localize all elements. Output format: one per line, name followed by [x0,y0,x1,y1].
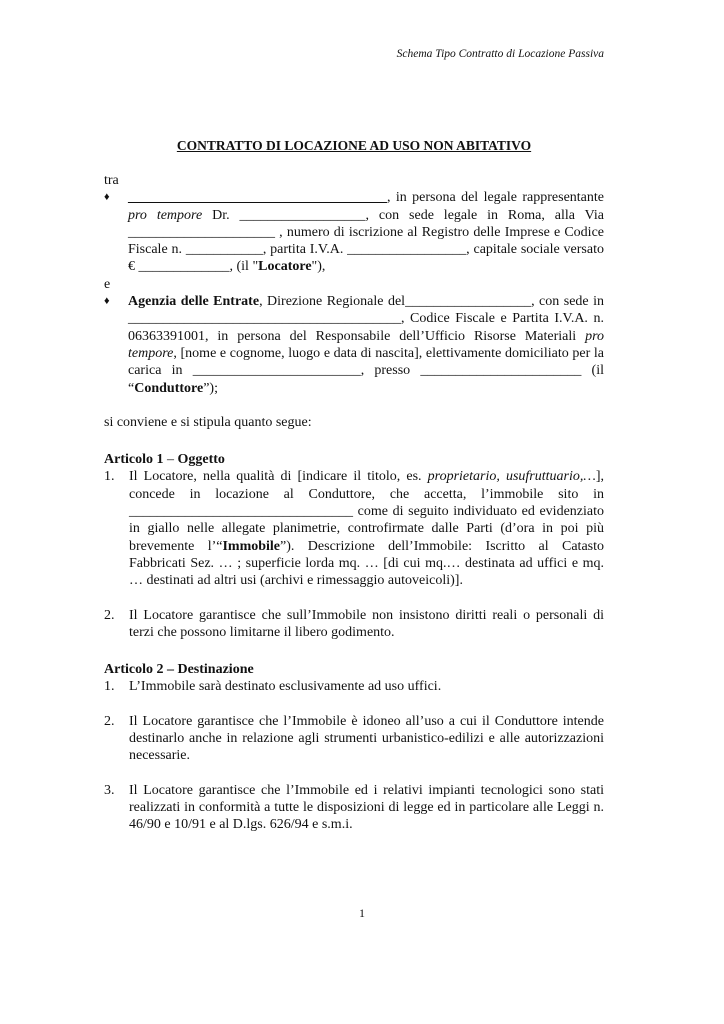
locatore-closing: "), [311,259,326,275]
conduttore-text: , Direzione Regionale del__________________, con sede in _______________________________________, Codice Fiscale e Partita I.V.A. n. 06363391001, in persona del Responsabile dell’Ufficio Risorse Materiali [128,294,604,344]
locatore-pro-tempore: pro tempore [128,207,203,223]
page-number: 1 [359,906,365,920]
article-2-item: 1. L’Immobile sarà destinato esclusivamente ad uso uffici. [104,679,442,695]
locatore-text: , in persona del legale rappresentante [387,190,604,206]
locatore-details: Dr. __________________, con sede legale in Roma, alla Via _____________________ , numero di iscrizione al Registro delle Imprese e Codice Fiscale n. ___________, partita I.V.A. _________________, capitale sociale versato € _____________, (il " [128,207,605,275]
article-2-heading: Articolo 2 – Destinazione [104,662,254,678]
tra-label: tra [104,173,119,188]
agreement-clause: si conviene e si stipula quanto segue: [104,414,312,430]
contract-body [104,172,604,834]
party-locatore [104,189,604,275]
conduttore-role-label: Conduttore [134,380,204,396]
conduttore-pro-tempore: pro tempore [128,328,604,361]
conduttore-details: , [nome e cognome, luogo e data di nascita], elettivamente domiciliato per la carica in ________________________, presso _______________________ (il “ [128,345,604,396]
diamond-bullet-icon: ♦ [104,191,110,204]
conduttore-name: Agenzia delle Entrate [128,294,260,310]
contract-title: CONTRATTO DI LOCAZIONE AD USO NON ABITATIVO [176,138,532,153]
running-header: Schema Tipo Contratto di Locazione Passiva [396,48,604,60]
e-label: e [104,276,111,292]
article-1-heading: Articolo 1 – Oggetto [104,452,225,468]
party-conduttore [104,293,604,397]
article-2-item: 2. Il Locatore garantisce che l’Immobile è idoneo all’uso a cui il Conduttore intende destinarlo anche in relazione agli strumenti urbanistico-edilizi e alle autorizzazioni necessarie. [104,713,604,764]
article-1-item: 1. Il Locatore, nella qualità di [indicare il titolo, es. proprietario, usufruttuario,…], concede in locazione al Conduttore, che accetta, l’immobile sito in ________________________________ come di seguito individuato ed evidenziato in giallo nelle allegate planimetrie, controfirmate dalle Parti (d’ora in poi più brevemente l’“Immobile”). Descrizione dell’Immobile: Iscritto al Catasto Fabbricati Sez. … ; superficie lorda mq. … [di cui mq.… destinata ad uffici e mq. … destinati ad altri usi (archivi e rimessaggio autoveicoli)]. [104,469,604,589]
article-2-item: 3. Il Locatore garantisce che l’Immobile ed i relativi impianti tecnologici sono stati realizzati in conformità a tutte le disposizioni di legge ed in particolare alle Leggi n. 46/90 e 10/91 e al D.lgs. 626/94 e s.m.i. [104,782,604,833]
locatore-name-blank: _____________________________________ [128,190,387,206]
article-1-item: 2. Il Locatore garantisce che sull’Immobile non insistono diritti reali o personali di terzi che possono limitarne il libero godimento. [104,607,604,640]
locatore-role-label: Locatore [258,259,312,275]
conduttore-closing: ”); [203,380,218,396]
diamond-bullet-icon: ♦ [104,295,110,308]
